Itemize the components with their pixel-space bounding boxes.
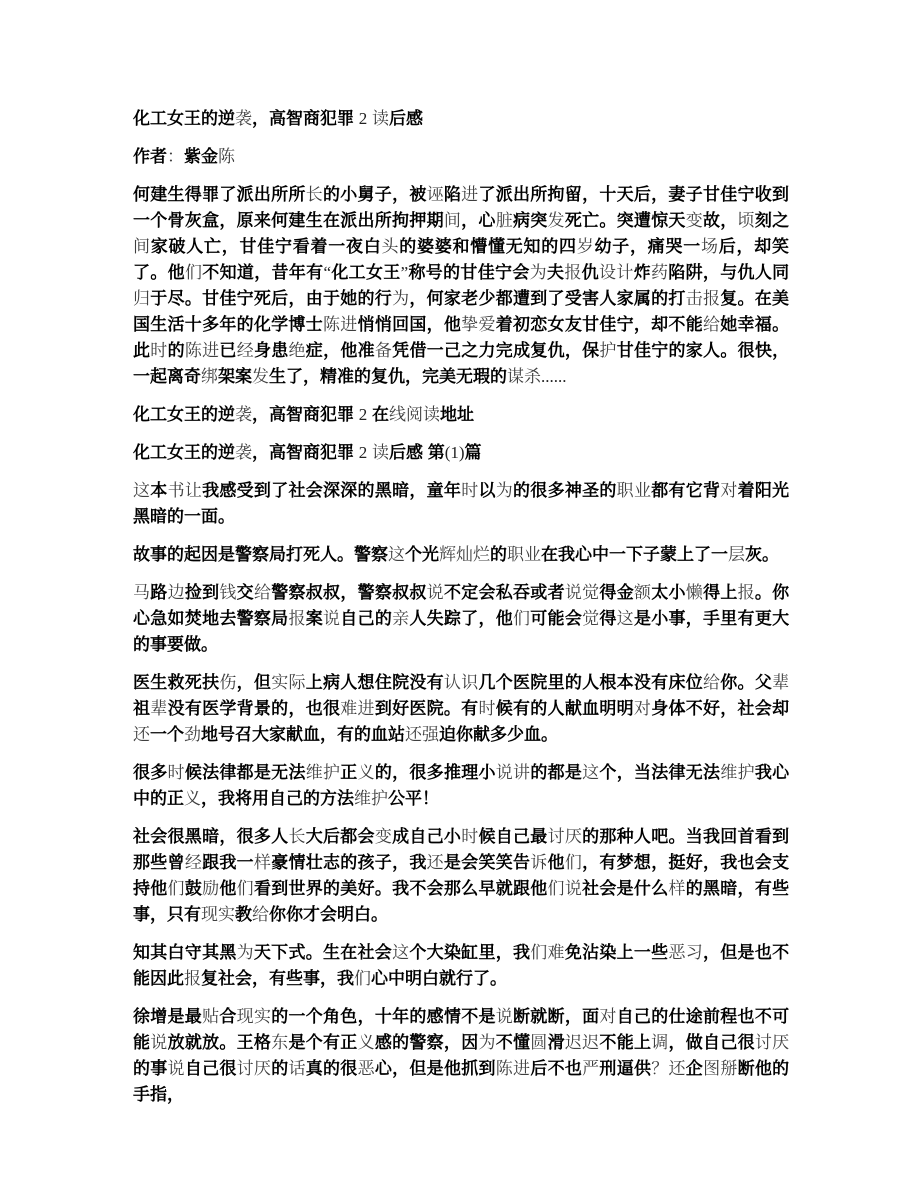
doc-paragraph: 何建生得罪了派出所所长的小舅子，被诬陷进了派出所拘留，十天后，妻子甘佳宁收到一个骨灰盒，原来何建生在派出所拘押期间，心脏病突发死亡。突遭惊天变故，顷刻之间家破人亡，甘佳宁看着一夜白头的婆婆和懵懂无知的四岁幼子，痛哭一场后，却笑了。他们不知道，昔年有“化工女王”称号的甘佳宁会为夫报仇设计炸药陷阱，与仇人同归于尽。甘佳宁死后，由于她的行为，何家老少都遭到了受害人家属的打击报复。在美国生活十多年的化学博士陈进悄悄回国，他挚爱着初恋女友甘佳宁，却不能给她幸福。此时的陈进已经身患绝症，他准备凭借一己之力完成复仇，保护甘佳宁的家人。很快，一起离奇绑架案发生了，精准的复仇，完美无瑕的谋杀...... — [133, 185, 790, 386]
doc-paragraph: 社会很黑暗，很多人长大后都会变成自己小时候自己最讨厌的那种人吧。当我回首看到那些曾经跟我一样豪情壮志的孩子，我还是会笑笑告诉他们，有梦想，挺好，我也会支持他们鼓励他们看到世界的美好。我不会那么早就跟他们说社会是什么样的黑暗，有些事，只有现实教给你你才会明白。 — [133, 827, 790, 924]
doc-author-line: 作者：紫金陈 — [133, 147, 235, 166]
doc-paragraph: 化工女王的逆袭，高智商犯罪 2 读后感 第(1)篇 — [133, 443, 482, 462]
doc-paragraph: 知其白守其黑为天下式。生在社会这个大染缸里，我们难免沾染上一些恶习，但是也不能因此报复社会，有些事，我们心中明白就行了。 — [133, 943, 790, 988]
document-body — [133, 106, 789, 1108]
doc-paragraph: 这本书让我感受到了社会深深的黑暗，童年时以为的很多神圣的职业都有它背对着阳光黑暗的一面。 — [133, 481, 790, 526]
doc-paragraph: 很多时候法律都是无法维护正义的，很多推理小说讲的都是这个，当法律无法维护我心中的正义，我将用自己的方法维护公平！ — [133, 763, 790, 808]
doc-paragraph: 故事的起因是警察局打死人。警察这个光辉灿烂的职业在我心中一下子蒙上了一层灰。 — [133, 545, 779, 564]
doc-title: 化工女王的逆袭，高智商犯罪 2 读后感 — [133, 109, 423, 128]
doc-paragraph: 化工女王的逆袭，高智商犯罪 2 在线阅读地址 — [133, 405, 474, 424]
doc-paragraph: 马路边捡到钱交给警察叔叔，警察叔叔说不定会私吞或者说觉得金额太小懒得上报。你心急如焚地去警察局报案说自己的亲人失踪了，他们可能会觉得这是小事，手里有更大的事要做。 — [133, 583, 790, 654]
doc-paragraph: 徐增是最贴合现实的一个角色，十年的感情不是说断就断，面对自己的仕途前程也不可能说放就放。王格东是个有正义感的警察，因为不懂圆滑迟迟不能上调，做自己很讨厌的事说自己很讨厌的话真的很恶心，但是他抓到陈进后不也严刑逼供？还企图掰断他的手指， — [133, 1007, 790, 1104]
doc-paragraph: 医生救死扶伤，但实际上病人想住院没有认识几个医院里的人根本没有床位给你。父辈祖辈没有医学背景的，也很难进到好医院。有时候有的人献血明明对身体不好，社会却还一个劲地号召大家献血，有的血站还强迫你献多少血。 — [133, 673, 790, 744]
